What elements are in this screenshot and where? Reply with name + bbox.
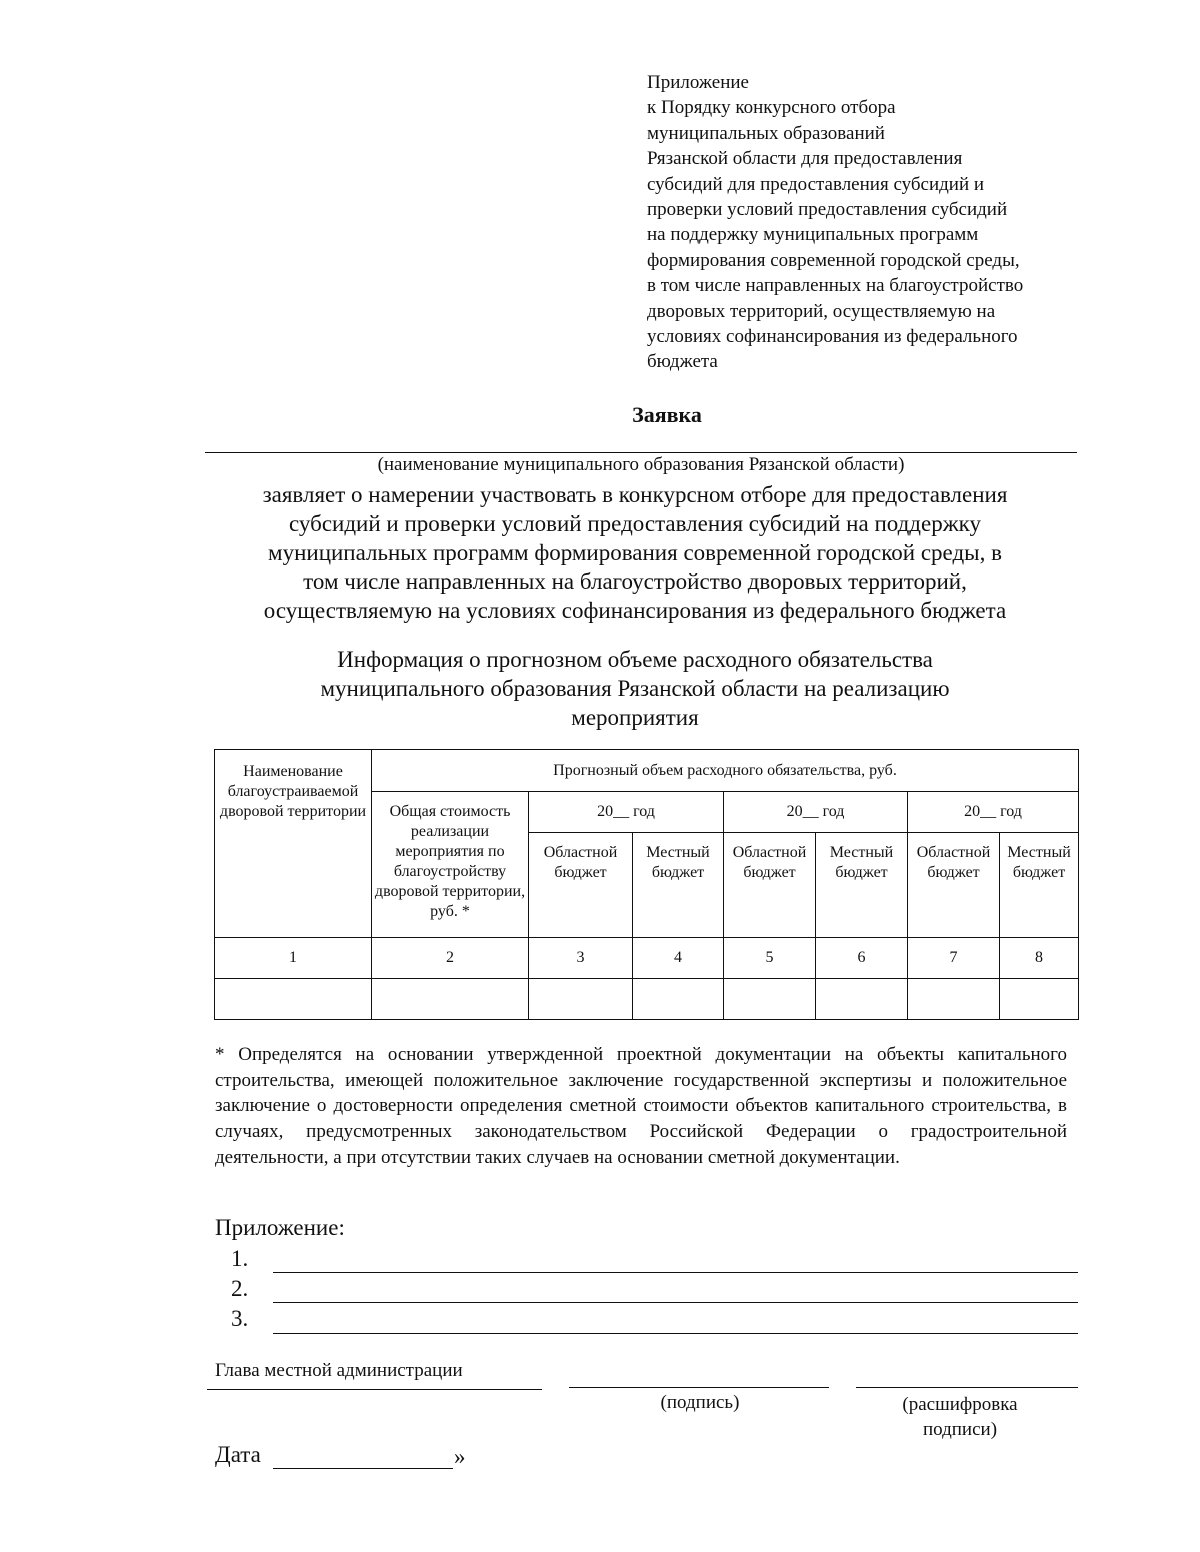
info-heading <box>160 645 1110 732</box>
header-line: в том числе направленных на благоустройство <box>647 275 1024 297</box>
statement-line: осуществляемую на условиях софинансирования из федерального бюджета <box>263 598 1007 623</box>
date-quote: » <box>454 1444 466 1469</box>
column-number: 8 <box>1000 938 1079 979</box>
signature-line[interactable] <box>569 1387 829 1388</box>
data-cell[interactable] <box>633 979 724 1020</box>
attachment-line[interactable] <box>273 1272 1078 1273</box>
attachment-number: 3. <box>231 1306 249 1331</box>
municipality-name-field[interactable] <box>205 452 1077 453</box>
local-budget-header: Местный бюджет <box>633 833 724 938</box>
date-field[interactable] <box>273 1468 453 1469</box>
signature-decode-line[interactable] <box>856 1387 1078 1388</box>
header-line: субсидий для предоставления субсидий и <box>647 173 985 195</box>
column-number: 5 <box>724 938 816 979</box>
year-header-3: 20__ год <box>908 792 1079 833</box>
info-heading-line: мероприятия <box>571 705 699 730</box>
local-budget-header: Местный бюджет <box>1000 833 1079 938</box>
data-cell[interactable] <box>372 979 529 1020</box>
appendix-header <box>647 70 1127 375</box>
attachment-line[interactable] <box>273 1333 1078 1334</box>
statement-line: том числе направленных на благоустройство дворовых территорий, <box>303 569 967 594</box>
regional-budget-header: Областной бюджет <box>529 833 633 938</box>
footnote: * Определятся на основании утвержденной проектной документации на объекты капитального строительства, имеющей положительное заключение государственной экспертизы и положительное заключение о достоверности определения сметной стоимости объектов капитального строительства, в случаях, предусмотренных законодательством Российской Федерации о градостроительной деятельности, а при отсутствии таких случаев на основании сметной документации. <box>215 1044 1067 1168</box>
total-cost-header: Общая стоимость реализации мероприятия по благоустройству дворовой территории, руб. * <box>372 792 529 938</box>
header-line: муниципальных образований <box>647 122 885 144</box>
header-line: Приложение <box>647 72 749 93</box>
data-cell[interactable] <box>215 979 372 1020</box>
statement-text <box>160 480 1110 625</box>
header-line: формирования современной городской среды, <box>647 249 1020 271</box>
head-of-administration-label: Глава местной администрации <box>215 1360 463 1381</box>
data-cell[interactable] <box>1000 979 1079 1020</box>
column-number: 3 <box>529 938 633 979</box>
header-line: Рязанской области для предоставления <box>647 148 963 170</box>
forecast-volume-header: Прогнозный объем расходного обязательства, руб. <box>372 750 1079 792</box>
signature-decode-caption <box>855 1392 1065 1442</box>
header-line: к Порядку конкурсного отбора <box>647 97 896 119</box>
signature-caption: (подпись) <box>660 1392 740 1413</box>
attachments-title: Приложение: <box>215 1215 345 1240</box>
regional-budget-header: Областной бюджет <box>908 833 1000 938</box>
data-cell[interactable] <box>816 979 908 1020</box>
municipality-name-caption: (наименование муниципального образования Рязанской области) <box>377 454 905 475</box>
column-number: 4 <box>633 938 724 979</box>
header-line: бюджета <box>647 351 718 373</box>
attachment-number: 2. <box>231 1276 249 1301</box>
statement-line: субсидий и проверки условий предоставления субсидий на поддержку <box>289 511 981 536</box>
attachment-number: 1. <box>231 1246 249 1271</box>
date-label: Дата <box>215 1442 261 1467</box>
head-signature-line <box>207 1389 542 1390</box>
budget-table <box>214 749 1079 1020</box>
statement-line: муниципальных программ формирования современной городской среды, в <box>268 540 1002 565</box>
local-budget-header: Местный бюджет <box>816 833 908 938</box>
regional-budget-header: Областной бюджет <box>724 833 816 938</box>
data-cell[interactable] <box>724 979 816 1020</box>
header-line: проверки условий предоставления субсидий <box>647 199 1008 221</box>
header-line: дворовых территорий, осуществляемую на <box>647 300 996 322</box>
column-number: 6 <box>816 938 908 979</box>
data-cell[interactable] <box>908 979 1000 1020</box>
header-line: на поддержку муниципальных программ <box>647 224 979 246</box>
column-number: 7 <box>908 938 1000 979</box>
info-heading-line: Информация о прогнозном объеме расходного обязательства <box>337 647 933 672</box>
attachment-line[interactable] <box>273 1302 1078 1303</box>
column-number: 1 <box>215 938 372 979</box>
document-title: Заявка <box>632 402 702 427</box>
header-line: условиях софинансирования из федерального <box>647 326 1018 348</box>
territory-name-header: Наименование благоустраиваемой дворовой территории <box>215 750 372 938</box>
year-header-1: 20__ год <box>529 792 724 833</box>
info-heading-line: муниципального образования Рязанской области на реализацию <box>320 676 950 701</box>
year-header-2: 20__ год <box>724 792 908 833</box>
decode-caption-line: (расшифровка <box>902 1394 1018 1415</box>
statement-line: заявляет о намерении участвовать в конкурсном отборе для предоставления <box>262 482 1008 507</box>
data-cell[interactable] <box>529 979 633 1020</box>
column-number: 2 <box>372 938 529 979</box>
decode-caption-line: подписи) <box>922 1419 998 1440</box>
